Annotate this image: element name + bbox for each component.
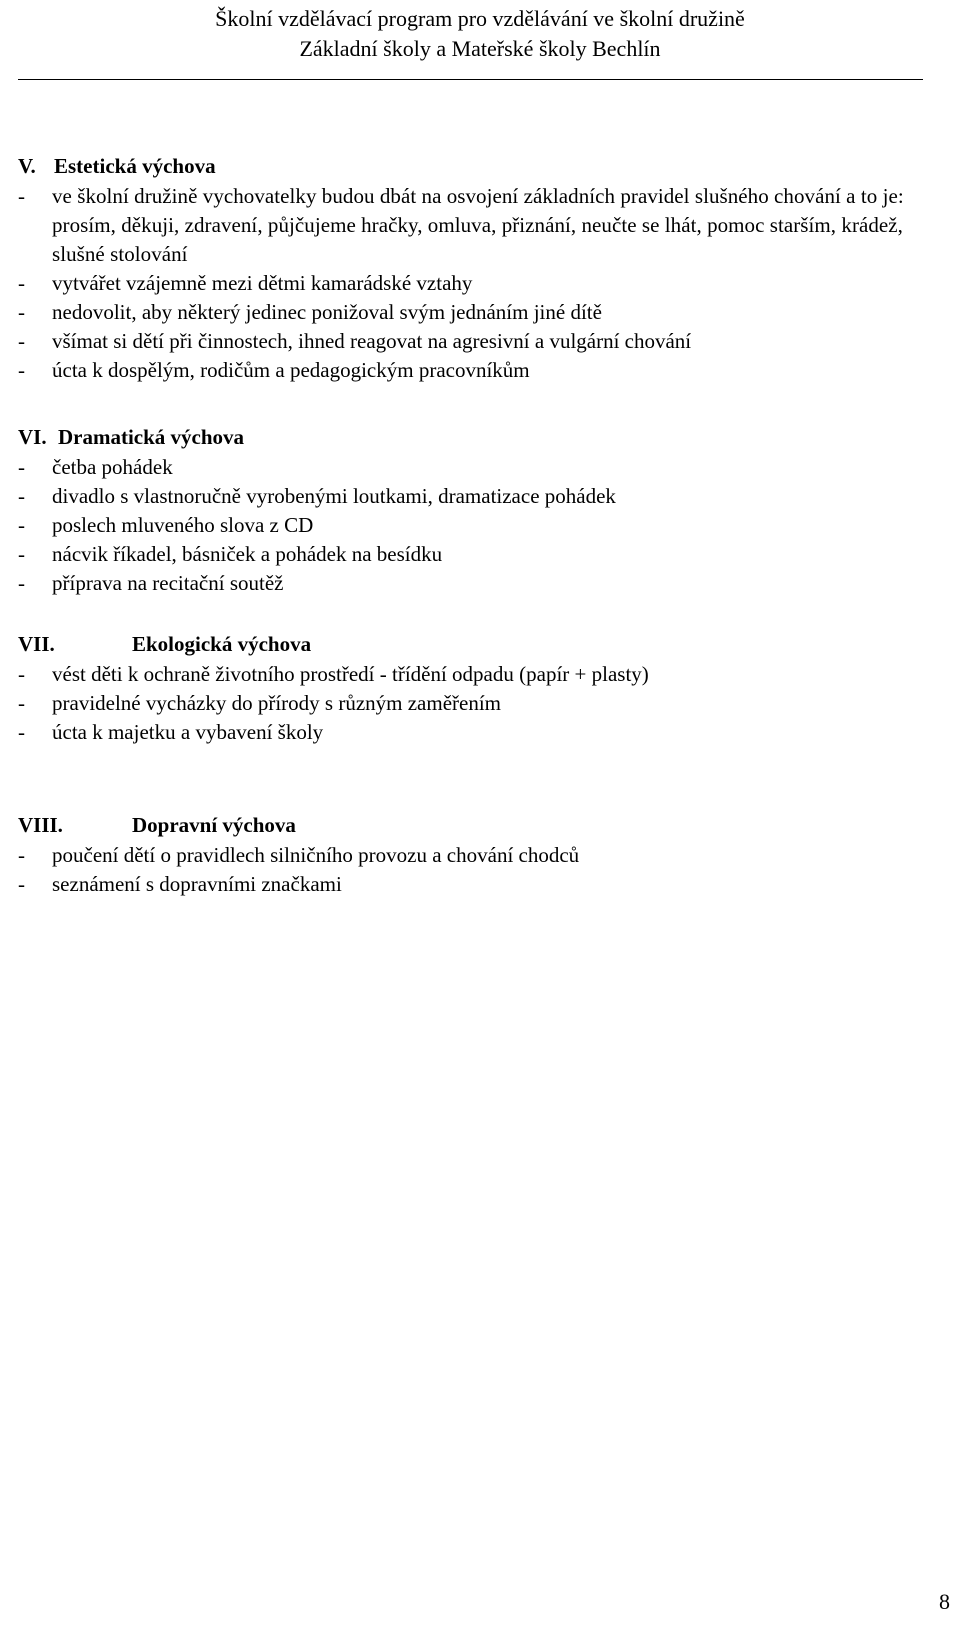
list-item-text: poslech mluveného slova z CD <box>52 513 314 537</box>
list-item-text: pravidelné vycházky do přírody s různým zaměřením <box>52 691 502 715</box>
list-item-text: seznámení s dopravními značkami <box>52 872 342 896</box>
section-heading-vi <box>18 421 923 453</box>
section-title: Dramatická výchova <box>58 425 245 449</box>
section-heading-vii <box>18 628 923 660</box>
list-item-text: úcta k majetku a vybavení školy <box>52 720 324 744</box>
list-item <box>18 660 923 689</box>
list-item <box>18 327 923 356</box>
list-item-text: ve školní družině vychovatelky budou dbát na osvojení základních pravidel slušného chování a to je: prosím, děkuji, zdravení, půjčujeme hračky, omluva, přiznání, neučte se lhát, pomoc starším, krádež, slušné stolování <box>52 184 904 266</box>
list-item-text: divadlo s vlastnoručně vyrobenými loutkami, dramatizace pohádek <box>52 484 616 508</box>
list-item <box>18 453 923 482</box>
section-number: VI. <box>18 425 47 449</box>
list-item <box>18 569 923 598</box>
page-number: 8 <box>939 1589 950 1614</box>
list-item <box>18 870 923 899</box>
list-item <box>18 356 923 385</box>
bullet-dash: - <box>18 691 25 715</box>
bullet-dash: - <box>18 662 25 686</box>
document-header <box>0 4 960 64</box>
header-rule <box>18 79 923 80</box>
section-heading-v <box>18 150 923 182</box>
bullet-dash: - <box>18 513 25 537</box>
list-item <box>18 540 923 569</box>
bullet-dash: - <box>18 329 25 353</box>
section-number: VII. <box>18 632 55 656</box>
list-item-text: všímat si dětí při činnostech, ihned reagovat na agresivní a vulgární chování <box>52 329 692 353</box>
list-item-text: vést děti k ochraně životního prostředí - třídění odpadu (papír + plasty) <box>52 662 649 686</box>
list-item-text: nedovolit, aby některý jedinec ponižoval svým jednáním jiné dítě <box>52 300 602 324</box>
bullet-dash: - <box>18 484 25 508</box>
list-item <box>18 511 923 540</box>
list-item-text: úcta k dospělým, rodičům a pedagogickým pracovníkům <box>52 358 530 382</box>
section-title: Ekologická výchova <box>132 632 312 656</box>
section-number: V. <box>18 154 36 178</box>
list-item <box>18 718 923 747</box>
bullet-dash: - <box>18 720 25 744</box>
bullet-dash: - <box>18 542 25 566</box>
bullet-dash: - <box>18 358 25 382</box>
bullet-dash: - <box>18 843 25 867</box>
list-item-text: nácvik říkadel, básniček a pohádek na besídku <box>52 542 443 566</box>
list-item-text: poučení dětí o pravidlech silničního provozu a chování chodců <box>52 843 580 867</box>
section-number: VIII. <box>18 813 63 837</box>
bullet-dash: - <box>18 872 25 896</box>
header-line-2: Základní školy a Mateřské školy Bechlín <box>299 36 661 61</box>
section-title: Estetická výchova <box>54 154 216 178</box>
list-item <box>18 298 923 327</box>
section-title: Dopravní výchova <box>132 813 296 837</box>
list-item <box>18 269 923 298</box>
list-item <box>18 689 923 718</box>
list-item <box>18 841 923 870</box>
bullet-dash: - <box>18 271 25 295</box>
section-heading-viii <box>18 809 923 841</box>
header-line-1: Školní vzdělávací program pro vzdělávání ve školní družině <box>215 6 745 31</box>
document-body <box>18 150 923 899</box>
bullet-dash: - <box>18 455 25 479</box>
bullet-dash: - <box>18 571 25 595</box>
bullet-dash: - <box>18 184 25 208</box>
list-item <box>18 482 923 511</box>
list-item-text: příprava na recitační soutěž <box>52 571 284 595</box>
list-item-text: vytvářet vzájemně mezi dětmi kamarádské vztahy <box>52 271 473 295</box>
bullet-dash: - <box>18 300 25 324</box>
list-item-text: četba pohádek <box>52 455 173 479</box>
list-item <box>18 182 923 269</box>
